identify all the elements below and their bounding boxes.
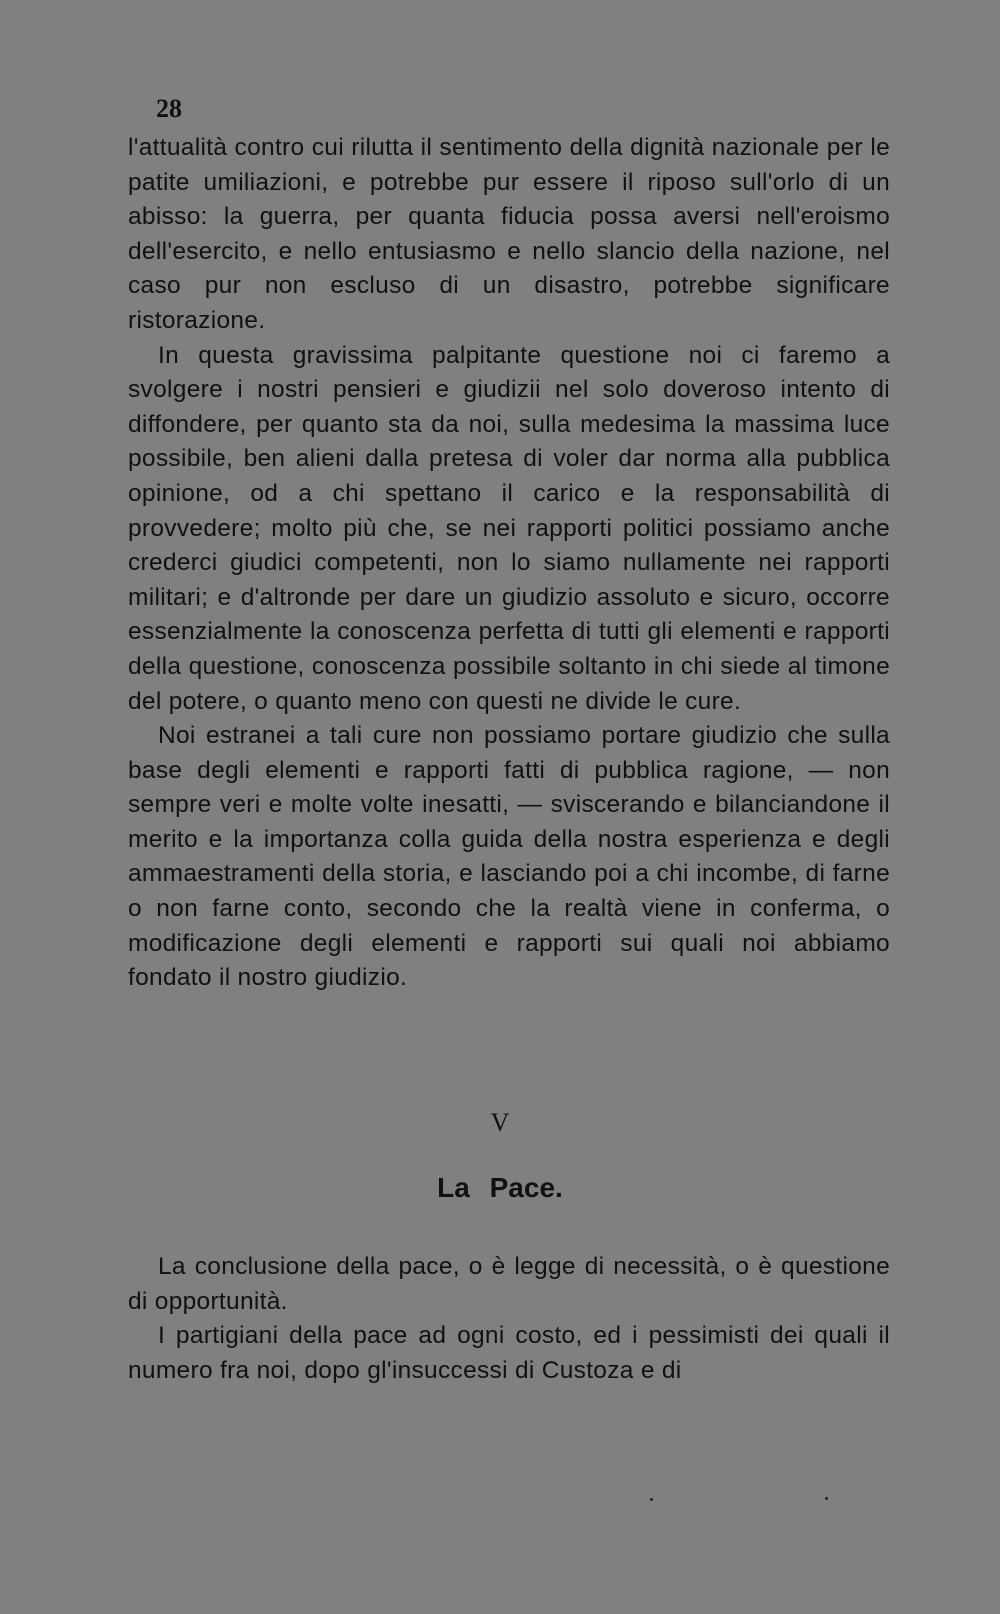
section-number: V — [490, 1108, 510, 1137]
scan-specks — [640, 1496, 840, 1506]
paragraph: La conclusione della pace, o è legge di necessità, o è questione di opportunità. — [128, 1253, 890, 1315]
speck — [650, 1498, 653, 1501]
page-number: 28 — [156, 94, 182, 123]
paragraph: l'attualità contro cui rilutta il sentimento della dignità nazionale per le patite umiliazioni, e potrebbe pur essere il riposo sull'orlo di un abisso: la guerra, per quanta fiducia possa aversi nell'eroismo dell'esercito, e nello entusiasmo e nello slancio della nazione, nel caso pur non escluso di un disastro, potrebbe significare ristorazione. — [128, 134, 890, 334]
paragraph: Noi estranei a tali cure non possiamo portare giudizio che sulla base degli elementi e rapporti fatti di pubblica ragione, — non sempre veri e molte volte inesatti, — sviscerando e bilanciandone il merito e la importanza colla guida della nostra esperienza e degli ammaestramenti della storia, e lasciando poi a chi incombe, di farne o non farne conto, secondo che la realtà viene in conferma, o modificazione degli elementi e rapporti sui quali noi abbiamo fondato il nostro giudizio. — [128, 722, 890, 992]
body-text-top — [128, 131, 890, 996]
speck — [825, 1497, 828, 1500]
paragraph: I partigiani della pace ad ogni costo, ed i pessimisti dei quali il numero fra noi, dopo gl'insuccessi di Custoza e di — [128, 1322, 890, 1384]
section-title: La Pace. — [437, 1172, 563, 1203]
body-text-bottom — [128, 1250, 890, 1388]
paragraph: In questa gravissima palpitante questione noi ci faremo a svolgere i nostri pensieri e giudizii nel solo doveroso intento di diffondere, per quanto sta da noi, sulla medesima la massima luce possibile, ben alieni dalla pretesa di voler dar norma alla pubblica opinione, od a chi spettano il carico e la responsabilità di provvedere; molto più che, se nei rapporti politici possiamo anche crederci giudici competenti, non lo siamo nullamente nei rapporti militari; e d'altronde per dare un giudizio assoluto e sicuro, occorre essenzialmente la conoscenza perfetta di tutti gli elementi e rapporti della questione, conoscenza possibile soltanto in chi siede al timone del potere, o quanto meno con questi ne divide le cure. — [128, 341, 890, 715]
